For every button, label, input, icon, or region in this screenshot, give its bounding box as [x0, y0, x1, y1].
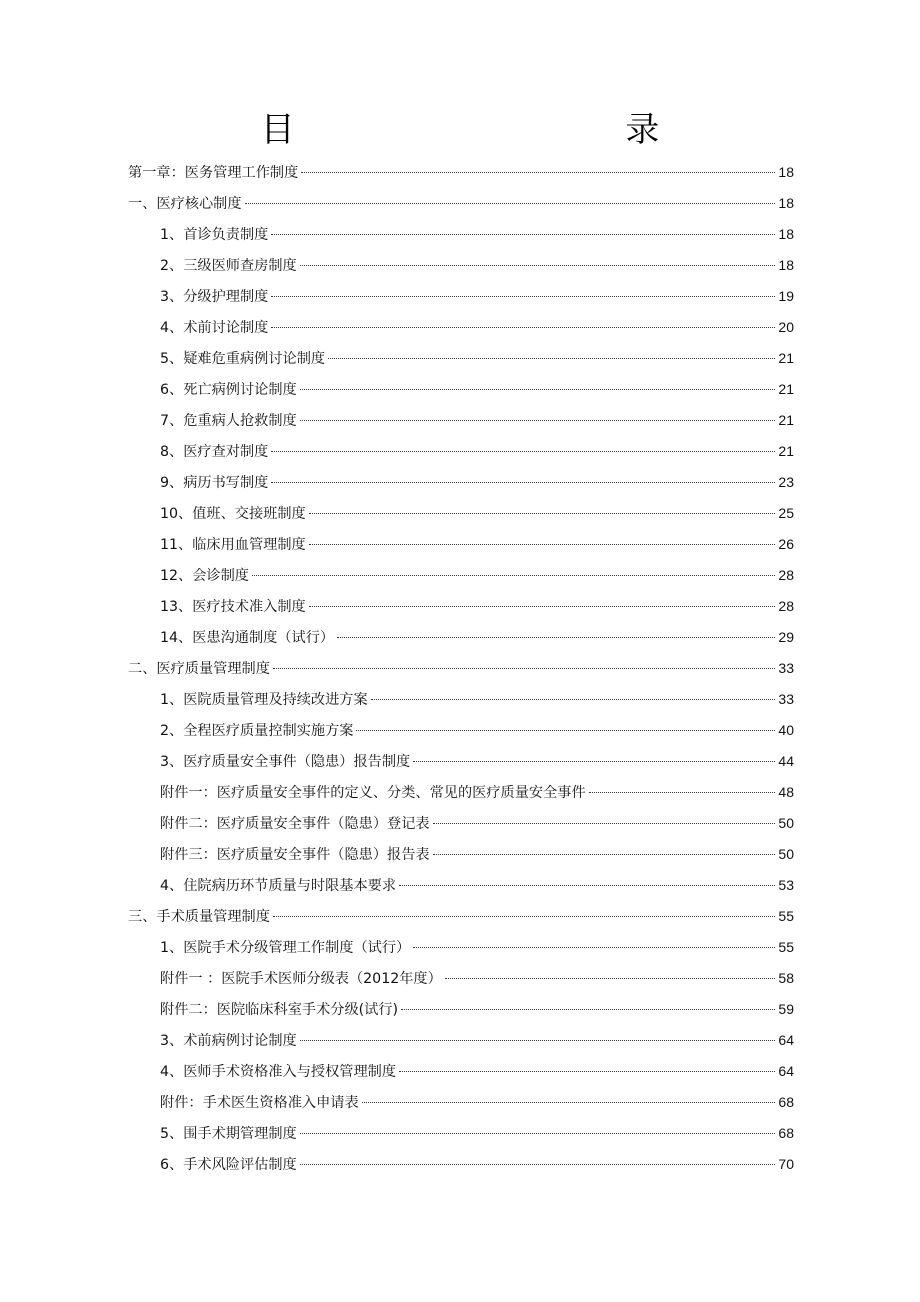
toc-entry-page-number: 19 — [778, 288, 794, 304]
toc-entry-title: 5、围手术期管理制度 — [160, 1126, 297, 1142]
toc-entry-page-number: 18 — [778, 195, 794, 211]
toc-dot-leader — [300, 1164, 776, 1165]
toc-dot-leader — [271, 327, 775, 328]
toc-entry-title: 5、疑难危重病例讨论制度 — [160, 351, 326, 367]
toc-dot-leader — [309, 513, 776, 514]
toc-entry-page-number: 50 — [778, 815, 794, 831]
toc-entry[interactable] — [128, 1056, 794, 1087]
toc-entry-title: 11、临床用血管理制度 — [160, 537, 306, 553]
toc-list — [128, 157, 794, 1180]
toc-entry-page-number: 18 — [778, 226, 794, 242]
toc-entry-title: 附件三：医疗质量安全事件（隐患）报告表 — [160, 847, 430, 863]
toc-entry[interactable] — [128, 281, 794, 312]
toc-entry-title: 3、分级护理制度 — [160, 289, 269, 305]
toc-entry[interactable] — [128, 1025, 794, 1056]
toc-entry-page-number: 25 — [778, 505, 794, 521]
toc-entry[interactable] — [128, 994, 794, 1025]
toc-dot-leader — [300, 1040, 776, 1041]
toc-entry-title: 4、术前讨论制度 — [160, 320, 269, 336]
toc-entry[interactable] — [128, 684, 794, 715]
toc-entry[interactable] — [128, 467, 794, 498]
toc-dot-leader — [301, 172, 775, 173]
toc-dot-leader — [337, 637, 775, 638]
toc-entry-title: 附件二：医疗质量安全事件（隐患）登记表 — [160, 816, 430, 832]
toc-entry-page-number: 28 — [778, 598, 794, 614]
toc-entry[interactable] — [128, 374, 794, 405]
toc-entry[interactable] — [128, 591, 794, 622]
toc-entry-title: 1、首诊负责制度 — [160, 227, 269, 243]
toc-dot-leader — [271, 482, 775, 483]
toc-entry[interactable] — [128, 870, 794, 901]
toc-entry-title: 10、值班、交接班制度 — [160, 506, 306, 522]
toc-entry-page-number: 28 — [778, 567, 794, 583]
toc-dot-leader — [271, 234, 775, 235]
toc-entry-title: 6、手术风险评估制度 — [160, 1157, 297, 1173]
toc-entry[interactable] — [128, 808, 794, 839]
toc-entry-page-number: 70 — [778, 1156, 794, 1172]
toc-entry-title: 附件二：医院临床科室手术分级(试行) — [160, 1002, 399, 1018]
toc-entry-page-number: 40 — [778, 722, 794, 738]
toc-entry[interactable] — [128, 653, 794, 684]
toc-entry-page-number: 55 — [778, 939, 794, 955]
toc-dot-leader — [362, 1102, 776, 1103]
toc-entry-title: 13、医疗技术准入制度 — [160, 599, 306, 615]
toc-dot-leader — [271, 296, 775, 297]
toc-entry[interactable] — [128, 1118, 794, 1149]
toc-entry-title: 14、医患沟通制度（试行） — [160, 630, 335, 646]
toc-entry-title: 9、病历书写制度 — [160, 475, 269, 491]
toc-dot-leader — [245, 203, 776, 204]
toc-entry[interactable] — [128, 498, 794, 529]
toc-entry-page-number: 44 — [778, 753, 794, 769]
toc-entry-page-number: 68 — [778, 1125, 794, 1141]
toc-dot-leader — [328, 358, 775, 359]
toc-entry[interactable] — [128, 188, 794, 219]
toc-entry-title: 附件：手术医生资格准入申请表 — [160, 1095, 359, 1111]
toc-dot-leader — [413, 947, 775, 948]
toc-entry-page-number: 59 — [778, 1001, 794, 1017]
toc-entry-page-number: 58 — [778, 970, 794, 986]
toc-entry-title: 二、医疗质量管理制度 — [128, 661, 270, 677]
toc-entry[interactable] — [128, 343, 794, 374]
toc-dot-leader — [589, 792, 776, 793]
toc-entry-title: 4、住院病历环节质量与时限基本要求 — [160, 878, 397, 894]
toc-entry[interactable] — [128, 746, 794, 777]
toc-dot-leader — [371, 699, 776, 700]
toc-entry-page-number: 29 — [778, 629, 794, 645]
toc-entry-page-number: 33 — [778, 691, 794, 707]
toc-dot-leader — [300, 1133, 776, 1134]
toc-entry[interactable] — [128, 777, 794, 808]
toc-entry-page-number: 68 — [778, 1094, 794, 1110]
toc-dot-leader — [401, 1009, 775, 1010]
toc-entry[interactable] — [128, 157, 794, 188]
toc-entry-page-number: 21 — [778, 381, 794, 397]
toc-entry-page-number: 18 — [778, 164, 794, 180]
toc-entry-title: 6、死亡病例讨论制度 — [160, 382, 297, 398]
toc-entry-page-number: 48 — [778, 784, 794, 800]
toc-dot-leader — [273, 916, 776, 917]
toc-entry[interactable] — [128, 436, 794, 467]
toc-entry-title: 3、术前病例讨论制度 — [160, 1033, 297, 1049]
toc-entry-title: 第一章：医务管理工作制度 — [128, 165, 299, 181]
toc-entry-page-number: 21 — [778, 443, 794, 459]
toc-entry-title: 2、全程医疗质量控制实施方案 — [160, 723, 354, 739]
toc-entry-title: 附件一：医疗质量安全事件的定义、分类、常见的医疗质量安全事件 — [160, 785, 586, 801]
toc-dot-leader — [413, 761, 775, 762]
toc-entry[interactable] — [128, 1087, 794, 1118]
toc-entry[interactable] — [128, 250, 794, 281]
toc-entry[interactable] — [128, 219, 794, 250]
toc-entry[interactable] — [128, 715, 794, 746]
toc-entry-page-number: 33 — [778, 660, 794, 676]
toc-entry-page-number: 53 — [778, 877, 794, 893]
toc-dot-leader — [433, 823, 776, 824]
toc-entry-page-number: 21 — [778, 412, 794, 428]
toc-entry[interactable] — [128, 901, 794, 932]
toc-dot-leader — [399, 1071, 775, 1072]
toc-dot-leader — [399, 885, 775, 886]
toc-entry-title: 12、会诊制度 — [160, 568, 249, 584]
toc-dot-leader — [309, 544, 776, 545]
toc-dot-leader — [273, 668, 776, 669]
toc-entry[interactable] — [128, 560, 794, 591]
toc-entry[interactable] — [128, 529, 794, 560]
toc-entry-page-number: 20 — [778, 319, 794, 335]
toc-entry[interactable] — [128, 405, 794, 436]
toc-dot-leader — [300, 420, 776, 421]
toc-dot-leader — [300, 389, 776, 390]
toc-entry-title: 7、危重病人抢救制度 — [160, 413, 297, 429]
toc-entry-page-number: 64 — [778, 1063, 794, 1079]
toc-dot-leader — [309, 606, 776, 607]
toc-entry-page-number: 23 — [778, 474, 794, 490]
toc-title: 目 录 — [260, 110, 820, 150]
toc-entry-title: 附件一 ：医院手术医师分级表（2012年度） — [160, 971, 442, 987]
toc-entry-title: 2、三级医师查房制度 — [160, 258, 297, 274]
toc-entry-title: 三、手术质量管理制度 — [128, 909, 270, 925]
toc-entry-page-number: 18 — [778, 257, 794, 273]
toc-entry-title: 4、医师手术资格准入与授权管理制度 — [160, 1064, 397, 1080]
toc-entry[interactable] — [128, 622, 794, 653]
toc-entry-page-number: 64 — [778, 1032, 794, 1048]
toc-entry[interactable] — [128, 839, 794, 870]
toc-entry[interactable] — [128, 963, 794, 994]
toc-entry-title: 1、医院质量管理及持续改进方案 — [160, 692, 368, 708]
toc-dot-leader — [300, 265, 776, 266]
toc-entry-title: 一、医疗核心制度 — [128, 196, 242, 212]
toc-entry-title: 3、医疗质量安全事件（隐患）报告制度 — [160, 754, 411, 770]
toc-dot-leader — [433, 854, 776, 855]
toc-entry-page-number: 21 — [778, 350, 794, 366]
toc-entry-title: 8、医疗查对制度 — [160, 444, 269, 460]
toc-entry-page-number: 26 — [778, 536, 794, 552]
toc-entry-page-number: 50 — [778, 846, 794, 862]
toc-entry-page-number: 55 — [778, 908, 794, 924]
toc-entry[interactable] — [128, 1149, 794, 1180]
toc-entry[interactable] — [128, 312, 794, 343]
toc-dot-leader — [252, 575, 775, 576]
toc-dot-leader — [356, 730, 775, 731]
toc-dot-leader — [271, 451, 775, 452]
toc-entry-title: 1、医院手术分级管理工作制度（试行） — [160, 940, 411, 956]
toc-dot-leader — [445, 978, 776, 979]
toc-entry[interactable] — [128, 932, 794, 963]
